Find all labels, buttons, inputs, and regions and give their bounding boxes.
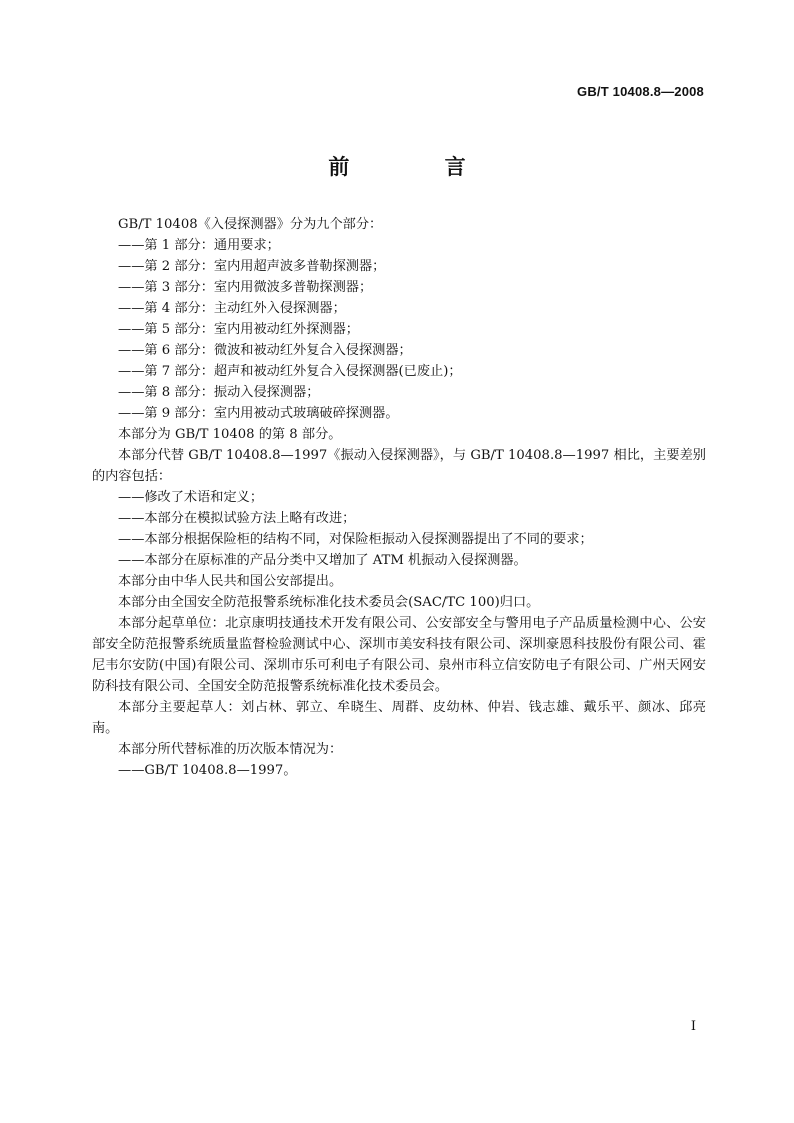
list-item-previous-edition: ——GB/T 10408.8—1997。 [118,763,297,778]
list-item-part-7: ——第 7 部分：超声和被动红外复合入侵探测器(已废止)； [118,364,462,379]
list-item-part-6: ——第 6 部分：微波和被动红外复合入侵探测器； [118,343,412,358]
page-number: I [690,1019,696,1034]
list-item-change-3: ——本部分根据保险柜的结构不同，对保险柜振动入侵探测器提出了不同的要求； [118,532,593,547]
list-item-part-8: ——第 8 部分：振动入侵探测器； [118,385,320,400]
paragraph-intro: GB/T 10408《入侵探测器》分为九个部分： [118,217,383,232]
list-item-part-1: ——第 1 部分：通用要求； [118,238,280,253]
paragraph-drafters: 本部分主要起草人：刘占林、郭立、牟晓生、周群、皮幼林、仲岩、钱志雄、戴乐平、颜冰、邱亮南。 [92,700,706,736]
list-item-part-9: ——第 9 部分：室内用被动式玻璃破碎探测器。 [118,406,399,421]
paragraph-centralized-by: 本部分由全国安全防范报警系统标准化技术委员会(SAC/TC 100)归口。 [118,595,540,610]
paragraph-previous-editions: 本部分所代替标准的历次版本情况为： [118,742,343,757]
page-title: 前 言 [328,154,510,179]
paragraph-replaces: 本部分代替 GB/T 10408.8—1997《振动入侵探测器》，与 GB/T 10408.8—1997 相比，主要差别的内容包括： [92,448,706,484]
list-item-part-4: ——第 4 部分：主动红外入侵探测器； [118,301,346,316]
list-item-change-1: ——修改了术语和定义； [118,490,264,505]
list-item-part-5: ——第 5 部分：室内用被动红外探测器； [118,322,359,337]
standard-code-header: GB/T 10408.8—2008 [577,84,704,99]
list-item-change-2: ——本部分在模拟试验方法上略有改进； [118,511,356,526]
paragraph-proposed-by: 本部分由中华人民共和国公安部提出。 [118,574,343,589]
foreword-body [92,214,706,781]
list-item-change-4: ——本部分在原标准的产品分类中又增加了 ATM 机振动入侵探测器。 [118,553,527,568]
paragraph-this-part: 本部分为 GB/T 10408 的第 8 部分。 [118,427,342,442]
list-item-part-3: ——第 3 部分：室内用微波多普勒探测器； [118,280,373,295]
list-item-part-2: ——第 2 部分：室内用超声波多普勒探测器； [118,259,386,274]
paragraph-drafting-units: 本部分起草单位：北京康明技通技术开发有限公司、公安部安全与警用电子产品质量检测中心、公安部安全防范报警系统质量监督检验测试中心、深圳市美安科技有限公司、深圳豪恩科技股份有限公司、霍尼韦尔安防(中国)有限公司、深圳市乐可利电子有限公司、泉州市科立信安防电子有限公司、广州天网安防科技有限公司、全国安全防范报警系统标准化技术委员会。 [92,616,706,694]
